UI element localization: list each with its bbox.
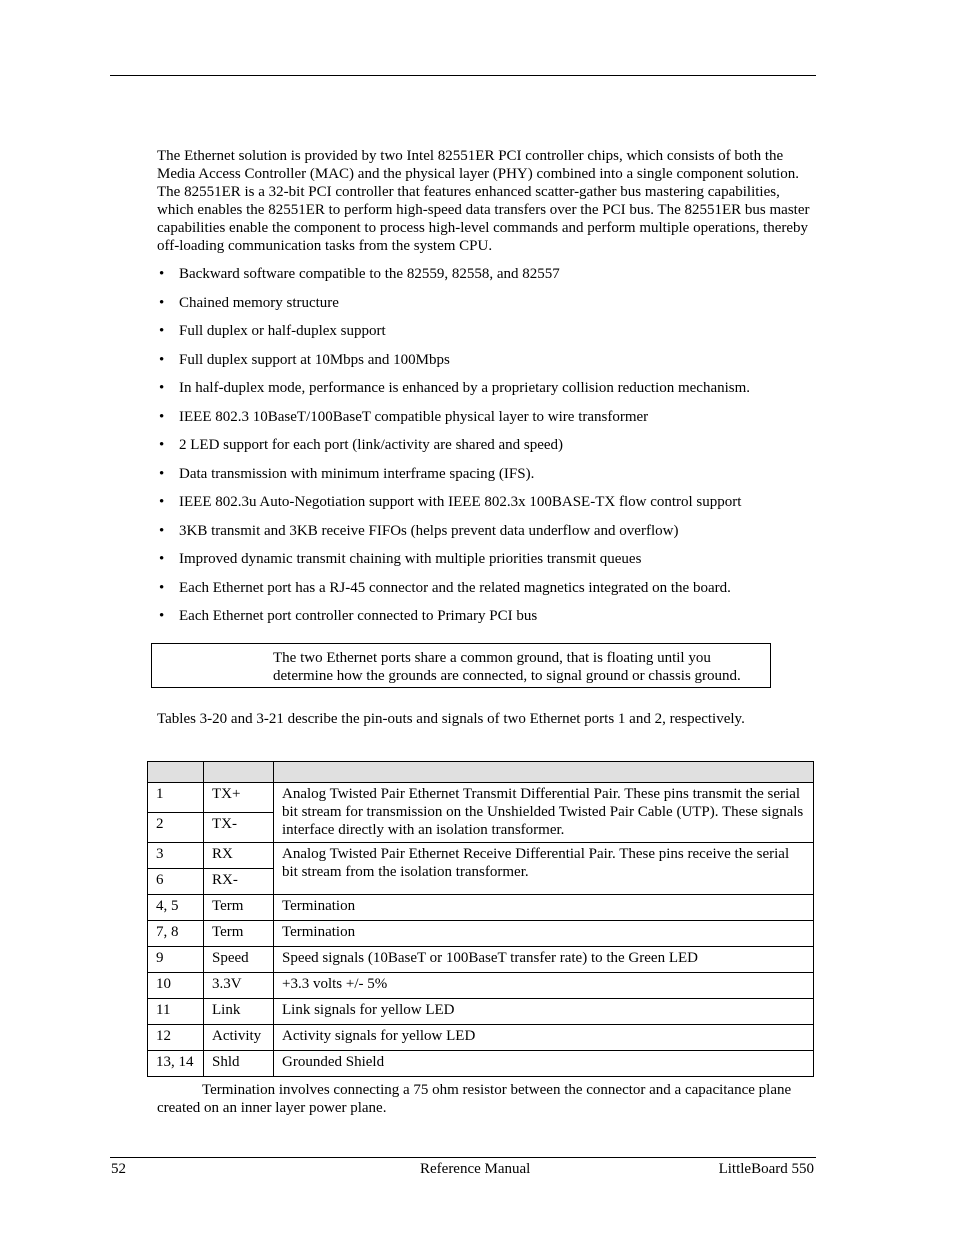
footer-manual-title: Reference Manual: [420, 1161, 531, 1177]
bullet-icon: •: [159, 408, 165, 425]
page-number: 52: [111, 1161, 126, 1177]
pin-cell: 11: [148, 999, 204, 1025]
pin-cell: 9: [148, 947, 204, 973]
pin-cell: 13, 14: [148, 1051, 204, 1077]
bullet-icon: •: [159, 551, 165, 567]
header-rule: [110, 75, 816, 76]
table-row: [148, 1025, 814, 1051]
bullet-icon: •: [159, 437, 165, 453]
list-item: • IEEE 802.3u Auto-Negotiation support with IEEE 802.3x 100BASE-TX flow control support: [159, 494, 742, 510]
ground-note-box: [151, 643, 771, 688]
pin-cell: 3: [148, 843, 204, 869]
description-cell: Analog Twisted Pair Ethernet Receive Differential Pair. These pins receive the serial bit stream from the isolation transformer.: [274, 843, 814, 895]
bullet-icon: •: [159, 579, 165, 596]
pin-cell: 2: [148, 813, 204, 843]
footer-product-name: LittleBoard 550: [718, 1161, 814, 1177]
list-item: • Backward software compatible to the 82559, 82558, and 82557: [159, 266, 560, 282]
list-item: • In half-duplex mode, performance is enhanced by a proprietary collision reduction mechanism.: [159, 380, 751, 396]
list-item: • IEEE 802.3 10BaseT/100BaseT compatible physical layer to wire transformer: [159, 408, 649, 425]
header-cell-description: [274, 762, 814, 783]
pin-cell: 12: [148, 1025, 204, 1051]
ethernet-pinout-table: [147, 761, 814, 1077]
tables-intro: Tables 3-20 and 3-21 describe the pin-outs and signals of two Ethernet ports 1 and 2, respectively.: [157, 711, 745, 727]
signal-cell: Shld: [204, 1051, 274, 1077]
table-row: [148, 947, 814, 973]
description-cell: Speed signals (10BaseT or 100BaseT transfer rate) to the Green LED: [274, 947, 814, 973]
description-cell: Termination: [274, 921, 814, 947]
list-item: • Improved dynamic transmit chaining with multiple priorities transmit queues: [159, 551, 642, 567]
list-item: • Each Ethernet port controller connected to Primary PCI bus: [159, 608, 538, 624]
description-cell: Activity signals for yellow LED: [274, 1025, 814, 1051]
table-row: [148, 843, 814, 869]
list-item: • Full duplex or half-duplex support: [159, 323, 386, 339]
bullet-icon: •: [159, 351, 165, 368]
table-header-row: [148, 762, 814, 783]
pin-cell: 1: [148, 783, 204, 813]
description-cell: Termination: [274, 895, 814, 921]
list-item: • Data transmission with minimum interframe spacing (IFS).: [159, 465, 535, 482]
description-cell: Analog Twisted Pair Ethernet Transmit Differential Pair. These pins transmit the serial bit stream for transmission on the Unshielded Twisted Pair Cable (UTP). These signals interface directly with an isolation transformer.: [274, 783, 814, 843]
signal-cell: 3.3V: [204, 973, 274, 999]
signal-cell: Link: [204, 999, 274, 1025]
table-row: [148, 783, 814, 813]
termination-note: Termination involves connecting a 75 ohm resistor between the connector and a capacitance plane created on an inner layer power plane.: [157, 1082, 792, 1116]
list-item: • Chained memory structure: [159, 294, 339, 311]
table-row: [148, 999, 814, 1025]
list-item: • Each Ethernet port has a RJ-45 connector and the related magnetics integrated on the board.: [159, 579, 731, 596]
list-item: • Full duplex support at 10Mbps and 100Mbps: [159, 351, 450, 368]
bullet-icon: •: [159, 266, 165, 282]
feature-list: [157, 265, 817, 636]
bullet-icon: •: [159, 494, 165, 510]
pin-cell: 4, 5: [148, 895, 204, 921]
signal-cell: Term: [204, 895, 274, 921]
header-cell-signal: [204, 762, 274, 783]
signal-cell: Term: [204, 921, 274, 947]
bullet-icon: •: [159, 465, 165, 482]
ground-note-text: The two Ethernet ports share a common ground, that is floating until you determine how the grounds are connected, to signal ground or chassis ground.: [273, 650, 741, 684]
bullet-icon: •: [159, 522, 165, 539]
bullet-icon: •: [159, 380, 165, 396]
description-cell: Grounded Shield: [274, 1051, 814, 1077]
signal-cell: Activity: [204, 1025, 274, 1051]
signal-cell: Speed: [204, 947, 274, 973]
pin-cell: 7, 8: [148, 921, 204, 947]
signal-cell: TX-: [204, 813, 274, 843]
signal-cell: TX+: [204, 783, 274, 813]
bullet-icon: •: [159, 323, 165, 339]
table-row: [148, 921, 814, 947]
table-row: [148, 1051, 814, 1077]
signal-cell: RX: [204, 843, 274, 869]
table-row: [148, 895, 814, 921]
bullet-icon: •: [159, 294, 165, 311]
footer-rule: [110, 1157, 816, 1158]
list-item: • 3KB transmit and 3KB receive FIFOs (helps prevent data underflow and overflow): [159, 522, 679, 539]
intro-paragraph: The Ethernet solution is provided by two Intel 82551ER PCI controller chips, which consists of both the Media Access Controller (MAC) and the physical layer (PHY) combined into a single component solution. The 82551ER is a 32-bit PCI controller that features enhanced scatter-gather bus mastering capabilities, which enables the 82551ER to perform high-speed data transfers over the PCI bus. The 82551ER bus master capabilities enable the component to process high-level commands and perform multiple operations, thereby off-loading communication tasks from the system CPU.: [157, 148, 810, 254]
list-item: • 2 LED support for each port (link/activity are shared and speed): [159, 437, 564, 453]
header-cell-pin: [148, 762, 204, 783]
pin-cell: 10: [148, 973, 204, 999]
signal-cell: RX-: [204, 869, 274, 895]
table-row: [148, 973, 814, 999]
description-cell: +3.3 volts +/- 5%: [274, 973, 814, 999]
bullet-icon: •: [159, 608, 165, 624]
pin-cell: 6: [148, 869, 204, 895]
description-cell: Link signals for yellow LED: [274, 999, 814, 1025]
